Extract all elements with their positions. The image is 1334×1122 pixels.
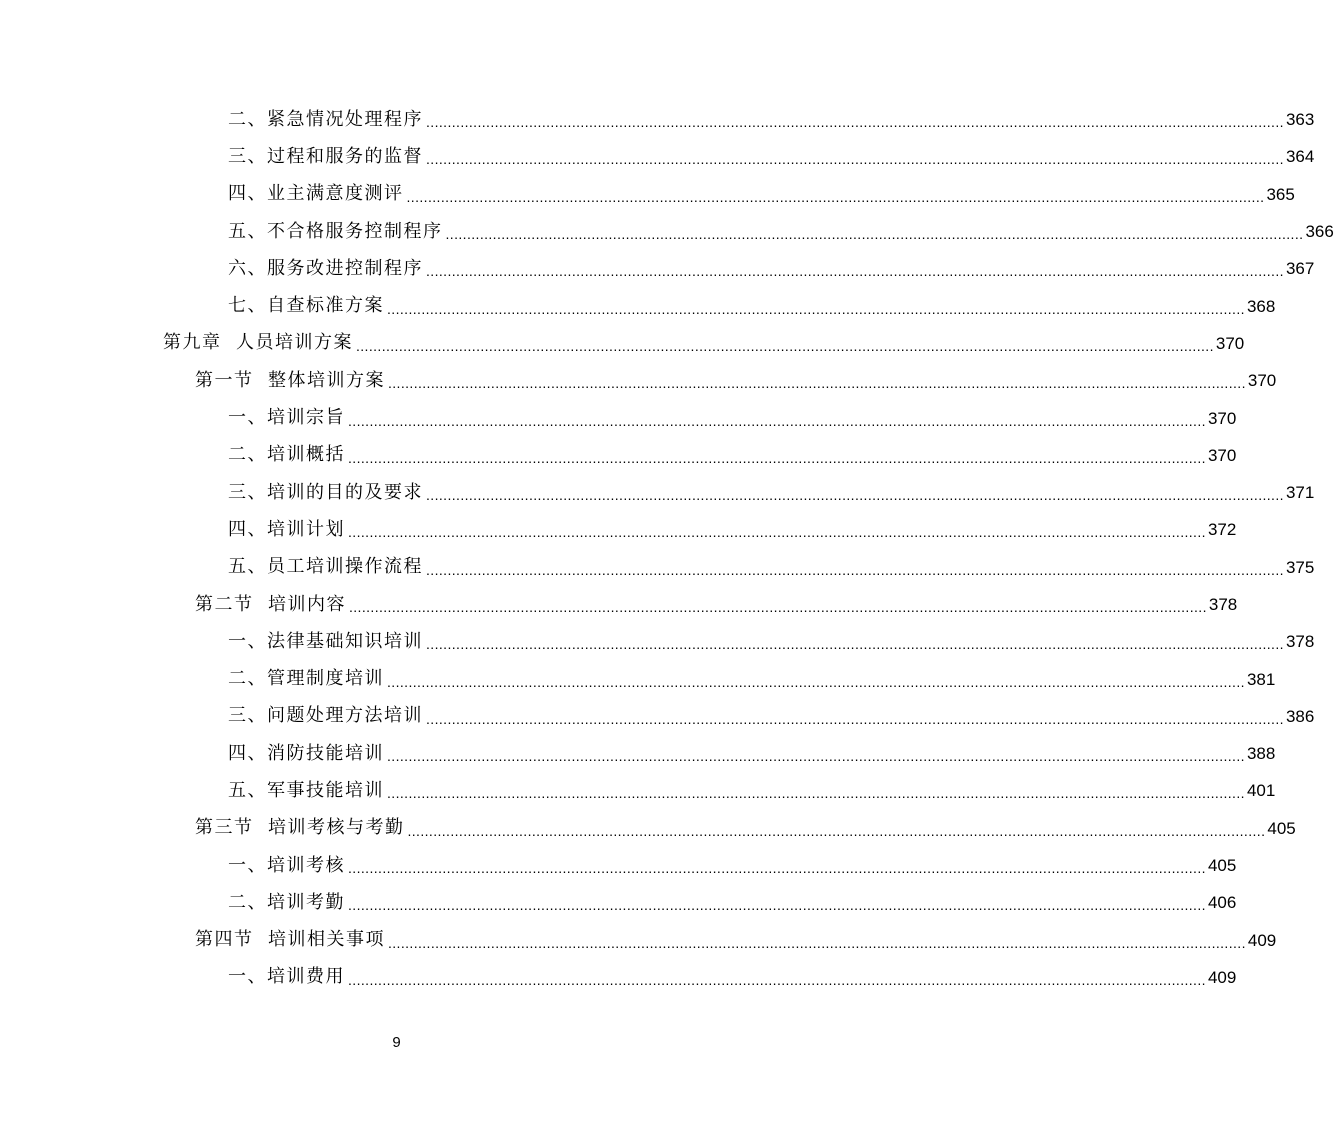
- toc-dot-leader: ........................................................................................................................................................................................................: [348, 897, 1206, 914]
- toc-entry-page-number: 409: [1207, 967, 1237, 987]
- toc-entry-label: 四、消防技能培训: [228, 742, 384, 764]
- toc-entry[interactable]: [0, 287, 1276, 324]
- toc-entry[interactable]: [0, 660, 1276, 697]
- toc-entry[interactable]: [0, 101, 1315, 138]
- toc-entry-label: 三、过程和服务的监督: [228, 145, 423, 167]
- toc-entry-page-number: 386: [1285, 706, 1315, 726]
- toc-entry-label: 第三节 培训考核与考勤: [195, 817, 405, 839]
- table-of-contents: [0, 101, 1334, 996]
- toc-entry-label: 五、员工培训操作流程: [228, 556, 423, 578]
- toc-entry-label: 第一节 整体培训方案: [195, 369, 385, 391]
- toc-entry[interactable]: [0, 399, 1237, 436]
- toc-entry-page-number: 365: [1266, 184, 1295, 204]
- toc-entry-label: 三、培训的目的及要求: [228, 481, 423, 503]
- toc-entry[interactable]: [0, 549, 1315, 586]
- toc-entry-label: 二、管理制度培训: [228, 668, 384, 690]
- toc-dot-leader: ........................................................................................................................................................................................................: [426, 636, 1284, 653]
- toc-entry-page-number: 401: [1246, 781, 1276, 801]
- toc-dot-leader: ........................................................................................................................................................................................................: [387, 748, 1245, 765]
- toc-entry[interactable]: [0, 138, 1315, 175]
- toc-dot-leader: ........................................................................................................................................................................................................: [387, 375, 1246, 392]
- toc-entry[interactable]: [0, 250, 1315, 287]
- toc-entry-label: 第二节 培训内容: [195, 593, 346, 615]
- toc-entry[interactable]: [0, 213, 1334, 250]
- toc-entry-page-number: 378: [1285, 632, 1315, 652]
- toc-entry-page-number: 388: [1246, 744, 1276, 764]
- toc-entry[interactable]: [0, 922, 1277, 959]
- toc-entry-page-number: 378: [1208, 595, 1238, 614]
- toc-entry[interactable]: [0, 325, 1245, 362]
- toc-entry-page-number: 405: [1207, 856, 1237, 876]
- toc-entry[interactable]: [0, 735, 1276, 772]
- toc-entry-label: 二、培训考勤: [228, 891, 345, 913]
- toc-dot-leader: ........................................................................................................................................................................................................: [355, 337, 1214, 354]
- toc-entry[interactable]: [0, 623, 1315, 660]
- toc-entry-label: 一、培训宗旨: [228, 407, 345, 429]
- toc-dot-leader: ........................................................................................................................................................................................................: [387, 673, 1245, 690]
- toc-dot-leader: ........................................................................................................................................................................................................: [348, 449, 1206, 466]
- toc-dot-leader: ........................................................................................................................................................................................................: [426, 263, 1284, 280]
- toc-entry-page-number: 367: [1285, 259, 1315, 279]
- toc-dot-leader: ........................................................................................................................................................................................................: [348, 599, 1207, 615]
- toc-entry[interactable]: [0, 474, 1315, 511]
- toc-dot-leader: ........................................................................................................................................................................................................: [426, 561, 1284, 578]
- toc-dot-leader: ........................................................................................................................................................................................................: [407, 822, 1266, 839]
- toc-entry-label: 第九章 人员培训方案: [163, 332, 353, 354]
- toc-entry-page-number: 406: [1207, 893, 1237, 913]
- toc-dot-leader: ........................................................................................................................................................................................................: [426, 710, 1284, 727]
- toc-entry-label: 四、培训计划: [228, 518, 345, 540]
- toc-entry-page-number: 381: [1246, 669, 1276, 689]
- toc-entry[interactable]: [0, 511, 1237, 548]
- toc-entry-page-number: 368: [1246, 296, 1276, 316]
- toc-dot-leader: ........................................................................................................................................................................................................: [426, 151, 1284, 168]
- toc-entry[interactable]: [0, 362, 1277, 399]
- toc-dot-leader: ........................................................................................................................................................................................................: [387, 785, 1245, 802]
- toc-entry-label: 四、业主满意度测评: [228, 183, 404, 205]
- toc-entry-page-number: 375: [1285, 557, 1315, 577]
- toc-dot-leader: ........................................................................................................................................................................................................: [348, 971, 1206, 988]
- toc-entry-label: 二、培训概括: [228, 444, 345, 466]
- toc-entry-page-number: 370: [1247, 371, 1277, 391]
- toc-entry-page-number: 409: [1247, 930, 1277, 950]
- toc-entry-page-number: 364: [1285, 147, 1315, 167]
- toc-entry-label: 二、紧急情况处理程序: [228, 108, 423, 130]
- toc-entry[interactable]: [0, 176, 1295, 213]
- toc-entry-label: 三、问题处理方法培训: [228, 705, 423, 727]
- toc-entry-label: 一、培训考核: [228, 854, 345, 876]
- toc-entry[interactable]: [0, 437, 1237, 474]
- toc-entry-page-number: 371: [1285, 483, 1315, 503]
- toc-dot-leader: ........................................................................................................................................................................................................: [426, 114, 1284, 131]
- toc-entry-label: 一、培训费用: [228, 966, 345, 988]
- toc-dot-leader: ........................................................................................................................................................................................................: [426, 487, 1284, 504]
- toc-dot-leader: ........................................................................................................................................................................................................: [348, 412, 1206, 429]
- toc-entry-label: 第四节 培训相关事项: [195, 929, 385, 951]
- toc-entry-page-number: 370: [1207, 408, 1237, 428]
- toc-entry-page-number: 370: [1215, 333, 1245, 353]
- toc-entry-label: 六、服务改进控制程序: [228, 257, 423, 279]
- toc-entry-page-number: 363: [1285, 110, 1315, 130]
- toc-entry[interactable]: [0, 847, 1237, 884]
- toc-entry-page-number: 370: [1207, 445, 1237, 465]
- toc-dot-leader: ........................................................................................................................................................................................................: [387, 300, 1245, 317]
- toc-dot-leader: ........................................................................................................................................................................................................: [445, 226, 1304, 243]
- toc-entry[interactable]: [0, 810, 1296, 847]
- toc-entry[interactable]: [0, 586, 1238, 623]
- page-number: 9: [392, 1034, 401, 1051]
- toc-entry-label: 五、不合格服务控制程序: [228, 220, 443, 242]
- toc-dot-leader: ........................................................................................................................................................................................................: [387, 934, 1246, 951]
- toc-entry-label: 五、军事技能培训: [228, 779, 384, 801]
- toc-entry-label: 一、法律基础知识培训: [228, 630, 423, 652]
- toc-entry[interactable]: [0, 884, 1237, 921]
- toc-entry[interactable]: [0, 959, 1237, 996]
- toc-dot-leader: ........................................................................................................................................................................................................: [348, 524, 1206, 541]
- toc-dot-leader: ........................................................................................................................................................................................................: [406, 188, 1265, 205]
- toc-entry-page-number: 372: [1207, 520, 1237, 540]
- toc-entry[interactable]: [0, 772, 1276, 809]
- toc-entry-label: 七、自查标准方案: [228, 295, 384, 317]
- toc-entry[interactable]: [0, 698, 1315, 735]
- toc-entry-page-number: 366: [1305, 222, 1334, 242]
- toc-entry-page-number: 405: [1267, 818, 1296, 838]
- toc-dot-leader: ........................................................................................................................................................................................................: [348, 860, 1206, 877]
